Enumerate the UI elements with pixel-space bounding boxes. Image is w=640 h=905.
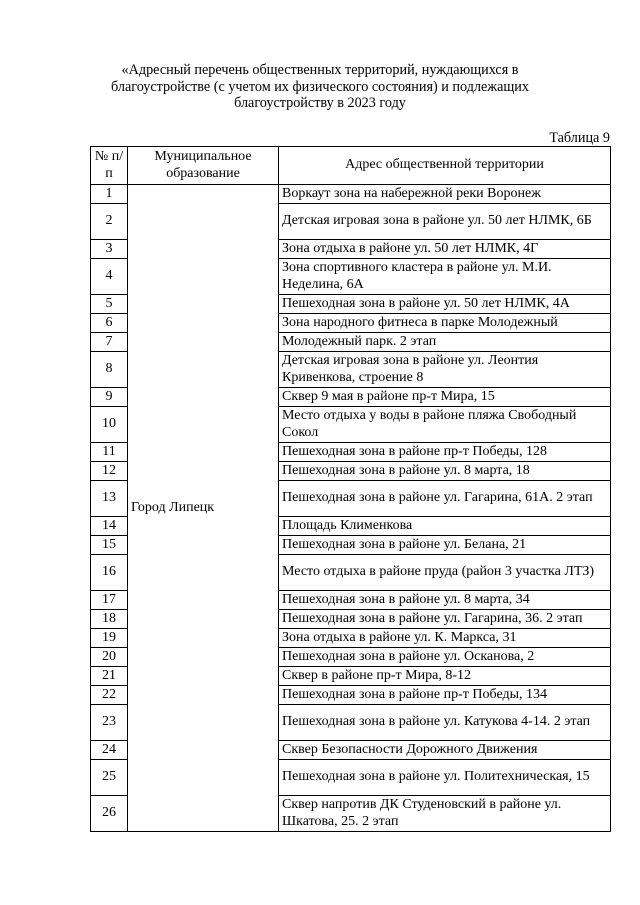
row-address: Пешеходная зона в районе ул. 8 марта, 18 [279, 462, 611, 481]
row-number: 8 [91, 352, 128, 388]
table-row [91, 185, 611, 204]
header-address: Адрес общественной территории [279, 147, 611, 185]
row-address: Пешеходная зона в районе ул. 8 марта, 34 [279, 591, 611, 610]
row-number: 7 [91, 333, 128, 352]
row-address: Пешеходная зона в районе пр-т Победы, 128 [279, 443, 611, 462]
row-address: Детская игровая зона в районе ул. Леонтия Кривенкова, строение 8 [279, 352, 611, 388]
row-number: 12 [91, 462, 128, 481]
row-number: 25 [91, 760, 128, 796]
row-number: 10 [91, 407, 128, 443]
row-address: Пешеходная зона в районе ул. 50 лет НЛМК, 4А [279, 295, 611, 314]
row-number: 18 [91, 610, 128, 629]
row-number: 14 [91, 517, 128, 536]
table-header-row [91, 147, 611, 185]
row-address: Детская игровая зона в районе ул. 50 лет НЛМК, 6Б [279, 204, 611, 240]
row-address: Воркаут зона на набережной реки Воронеж [279, 185, 611, 204]
row-address: Сквер в районе пр-т Мира, 8-12 [279, 667, 611, 686]
row-number: 15 [91, 536, 128, 555]
row-address: Пешеходная зона в районе ул. Гагарина, 61А. 2 этап [279, 481, 611, 517]
row-number: 3 [91, 240, 128, 259]
row-address: Место отдыха в районе пруда (район 3 участка ЛТЗ) [279, 555, 611, 591]
row-address: Пешеходная зона в районе ул. Политехническая, 15 [279, 760, 611, 796]
row-number: 9 [91, 388, 128, 407]
row-address: Сквер 9 мая в районе пр-т Мира, 15 [279, 388, 611, 407]
row-number: 21 [91, 667, 128, 686]
row-number: 4 [91, 259, 128, 295]
row-number: 17 [91, 591, 128, 610]
row-number: 13 [91, 481, 128, 517]
territories-table [90, 146, 611, 832]
header-number: № п/п [91, 147, 128, 185]
row-number: 6 [91, 314, 128, 333]
row-number: 16 [91, 555, 128, 591]
row-number: 20 [91, 648, 128, 667]
row-address: Сквер Безопасности Дорожного Движения [279, 741, 611, 760]
row-address: Сквер напротив ДК Студеновский в районе ул. Шкатова, 25. 2 этап [279, 796, 611, 832]
row-number: 22 [91, 686, 128, 705]
row-number: 19 [91, 629, 128, 648]
row-address: Пешеходная зона в районе ул. Белана, 21 [279, 536, 611, 555]
table-body [91, 185, 611, 832]
row-address: Пешеходная зона в районе ул. Гагарина, 36. 2 этап [279, 610, 611, 629]
row-address: Пешеходная зона в районе пр-т Победы, 134 [279, 686, 611, 705]
row-address: Зона отдыха в районе ул. 50 лет НЛМК, 4Г [279, 240, 611, 259]
row-number: 23 [91, 705, 128, 741]
row-address: Зона народного фитнеса в парке Молодежный [279, 314, 611, 333]
row-number: 24 [91, 741, 128, 760]
row-number: 5 [91, 295, 128, 314]
row-address: Место отдыха у воды в районе пляжа Свободный Сокол [279, 407, 611, 443]
row-number: 1 [91, 185, 128, 204]
row-address: Площадь Клименкова [279, 517, 611, 536]
document-title: «Адресный перечень общественных территорий, нуждающихся в благоустройстве (с учетом их физического состояния) и подлежащих благоустройству в 2023 году [111, 62, 529, 111]
header-municipality: Муниципальное образование [128, 147, 279, 185]
row-address: Пешеходная зона в районе ул. Катукова 4-14. 2 этап [279, 705, 611, 741]
row-number: 2 [91, 204, 128, 240]
row-address: Пешеходная зона в районе ул. Осканова, 2 [279, 648, 611, 667]
municipality-cell: Город Липецк [128, 185, 279, 832]
table-number-label: Таблица 9 [549, 130, 610, 146]
row-number: 11 [91, 443, 128, 462]
row-number: 26 [91, 796, 128, 832]
row-address: Молодежный парк. 2 этап [279, 333, 611, 352]
row-address: Зона спортивного кластера в районе ул. М.И. Неделина, 6А [279, 259, 611, 295]
row-address: Зона отдыха в районе ул. К. Маркса, 31 [279, 629, 611, 648]
